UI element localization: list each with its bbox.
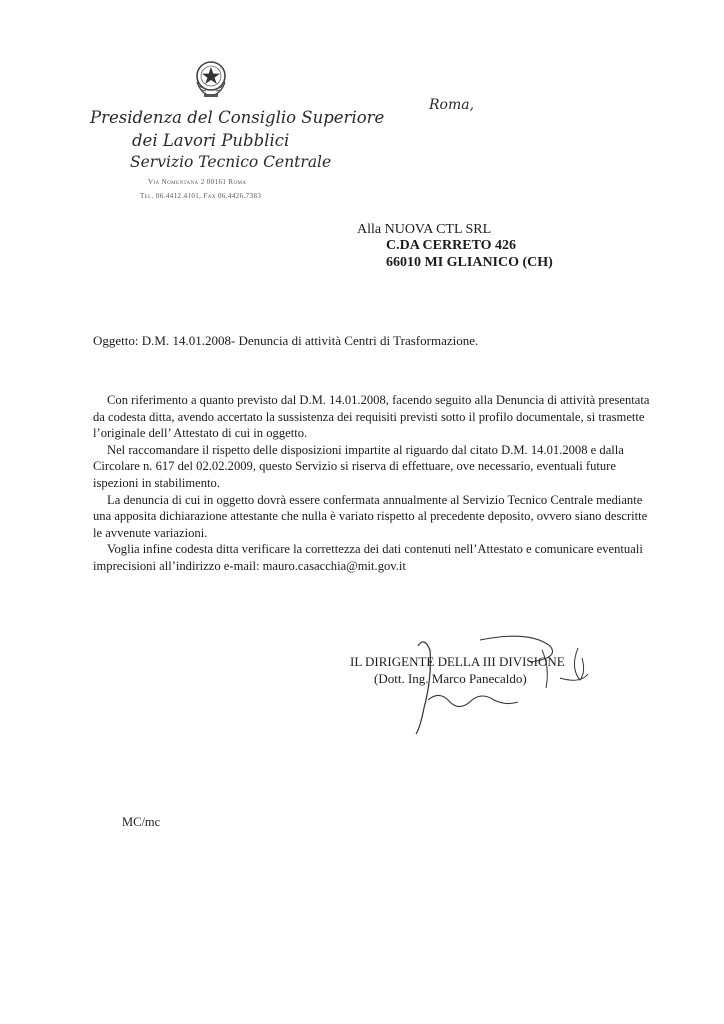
body-paragraph-1: Con riferimento a quanto previsto dal D.M. 14.01.2008, facendo seguito alla Denuncia di attività presentata da codesta ditta, avendo accertato la sussistenza dei requisiti previsti sotto il profilo documentale, si trasmette l’originale dell’ Attestato di cui in oggetto. [93,393,650,441]
reference-initials: MC/mc [122,815,161,829]
signatory-title: IL DIRIGENTE DELLA III DIVISIONE [350,654,565,669]
body-paragraph-4: Voglia infine codesta ditta verificare la correttezza dei dati contenuti nell’Attestato e comunicare eventuali imprecisioni all’indirizzo e-mail: mauro.casacchia@mit.gov.it [93,542,643,573]
letter-body [93,392,653,575]
recipient-name: Alla NUOVA CTL SRL [357,222,492,237]
letter-subject: Oggetto: D.M. 14.01.2008- Denuncia di attività Centri di Trasformazione. [93,333,479,348]
recipient-city: 66010 MI GLIANICO (CH) [386,255,553,270]
italian-republic-emblem-icon [191,56,231,100]
signatory-name: (Dott. Ing. Marco Panecaldo) [374,671,527,686]
institution-department: Servizio Tecnico Centrale [130,153,332,171]
body-paragraph-3: La denuncia di cui in oggetto dovrà essere confermata annualmente al Servizio Tecnico Centrale mediante una apposita dichiarazione attestante che nulla è variato rispetto al precedente deposito, ovvero siano descritte le avvenute variazioni. [93,492,648,540]
institution-name-line1: Presidenza del Consiglio Superiore [90,108,385,127]
institution-phone-fax: Tel. 06.4412.4101, Fax 06.4426.7383 [140,192,262,200]
recipient-street: C.DA CERRETO 426 [386,238,517,253]
institution-name-line2: dei Lavori Pubblici [132,131,290,150]
letter-city-date: Roma, [429,97,475,113]
institution-address: Via Nomentana 2 00161 Roma [148,178,247,186]
body-paragraph-2: Nel raccomandare il rispetto delle disposizioni impartite al riguardo dal citato D.M. 14.01.2008 e dalla Circolare n. 617 del 02.02.2009, questo Servizio si riserva di effettuare, ove necessario, eventuali future ispezioni in stabilimento. [93,442,624,490]
